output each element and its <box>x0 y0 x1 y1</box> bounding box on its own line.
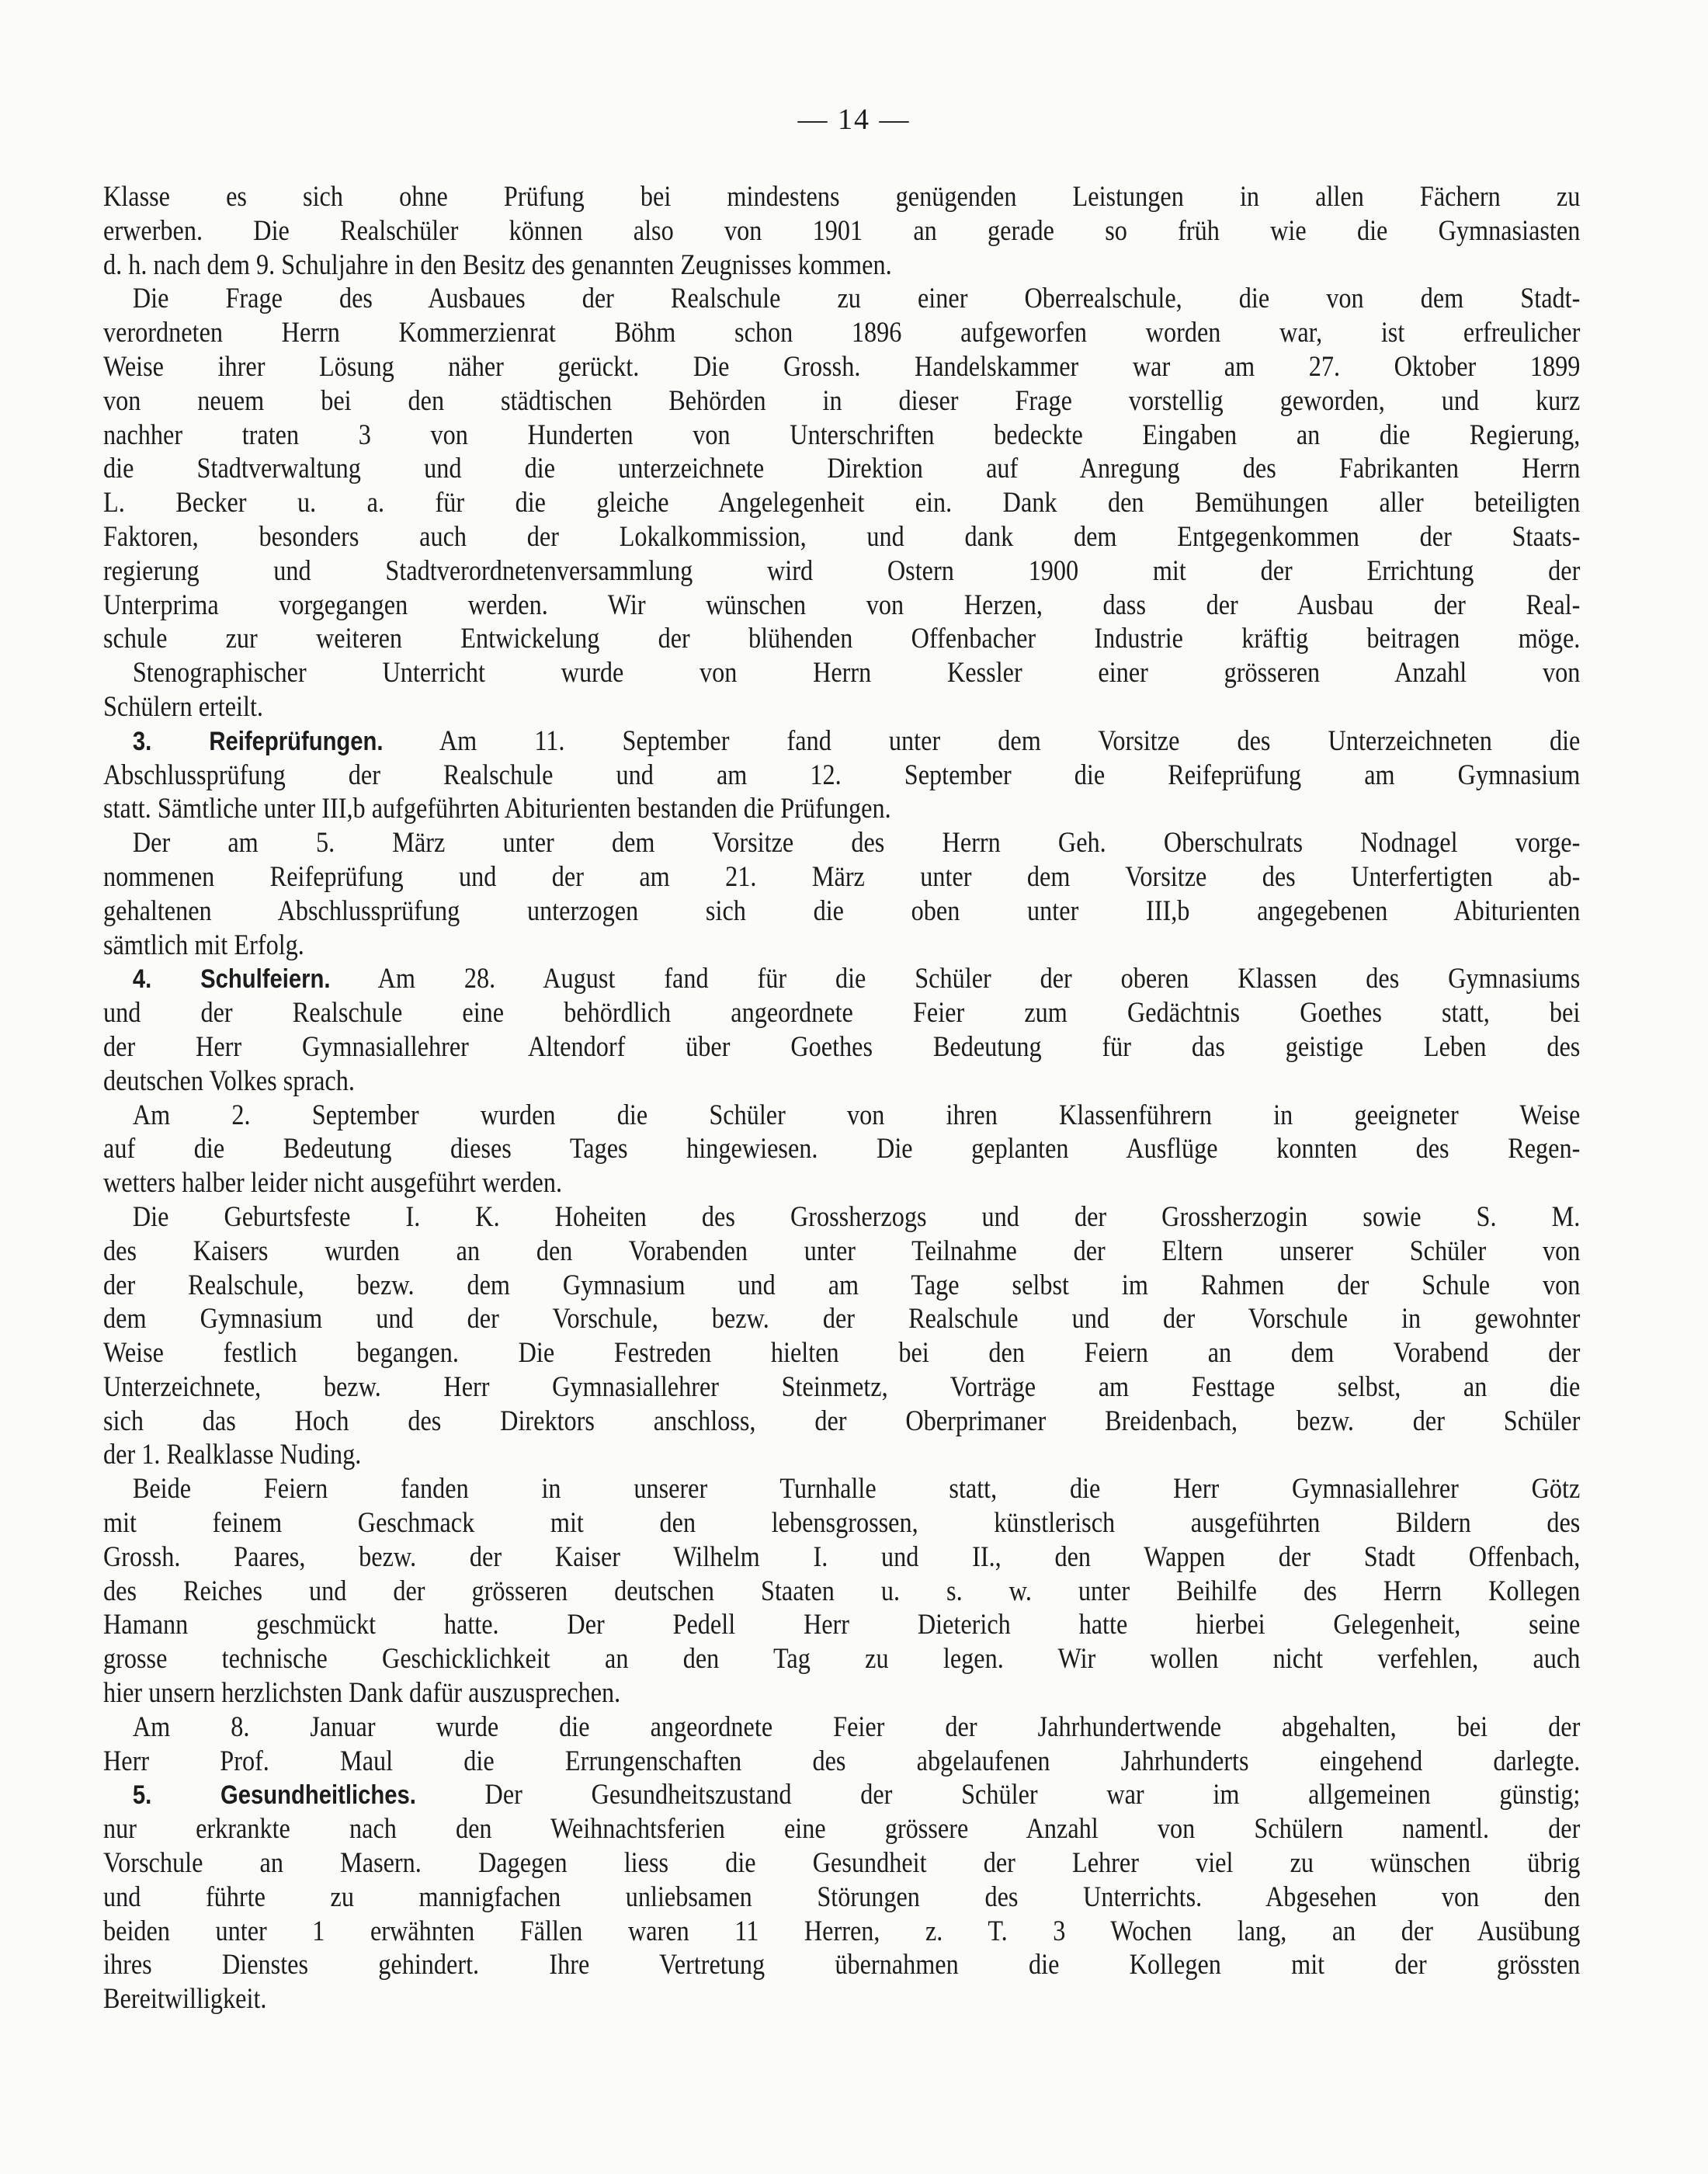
line-text: Der am 5. März unter dem Vorsitze des Herrn Geh. Oberschulrats Nodnagel vorge- <box>132 827 1581 860</box>
line-text: ihres Dienstes gehindert. Ihre Vertretung übernahmen die Kollegen mit der grössten <box>103 1949 1581 1981</box>
line-text: des Reiches und der grösseren deutschen Staaten u. s. w. unter Beihilfe des Herrn Kollegen <box>103 1575 1581 1607</box>
text-line <box>103 826 1580 860</box>
text-line <box>103 554 1580 589</box>
text-line <box>103 1676 1580 1710</box>
text-line <box>103 316 1580 350</box>
text-line <box>103 1608 1580 1642</box>
line-text: Am 2. September wurden die Schüler von ihren Klassenführern in geeigneter Weise <box>132 1099 1581 1131</box>
section-heading: 3. Reifeprüfungen. <box>132 726 384 756</box>
text-line <box>103 792 1580 826</box>
line-text: Schülern erteilt. <box>103 690 263 723</box>
line-text: Hamann geschmückt hatte. Der Pedell Herr Dieterich hatte hierbei Gelegenheit, seine <box>103 1609 1581 1641</box>
text-line <box>103 384 1580 418</box>
line-text: der Realschule, bezw. dem Gymnasium und am Tage selbst im Rahmen der Schule von <box>103 1269 1581 1301</box>
text-line <box>103 1948 1580 1982</box>
text-line <box>103 690 1580 724</box>
text-line <box>103 1132 1580 1166</box>
line-text: Faktoren, besonders auch der Lokalkommission, und dank dem Entgegenkommen der Staats- <box>103 520 1581 553</box>
text-line <box>103 1200 1580 1235</box>
text-line <box>103 1881 1580 1915</box>
line-text: L. Becker u. a. für die gleiche Angelegenheit ein. Dank den Bemühungen aller beteiligten <box>103 487 1581 519</box>
line-text: statt. Sämtliche unter III,b aufgeführten Abiturienten bestanden die Prüfungen. <box>103 793 891 825</box>
line-text: Weise festlich begangen. Die Festreden hielten bei den Feiern an dem Vorabend der <box>103 1337 1581 1370</box>
line-text: Am 8. Januar wurde die angeordnete Feier der Jahrhundertwende abgehalten, bei der <box>132 1710 1581 1743</box>
text-line <box>103 1370 1580 1405</box>
line-text: Weise ihrer Lösung näher gerückt. Die Grossh. Handelskammer war am 27. Oktober 1899 <box>103 350 1581 383</box>
line-text: Die Geburtsfeste I. K. Hoheiten des Grossherzogs und der Grossherzogin sowie S. M. <box>132 1200 1581 1233</box>
section-heading-line <box>103 724 1580 759</box>
line-text: Beide Feiern fanden in unserer Turnhalle statt, die Herr Gymnasiallehrer Götz <box>132 1473 1581 1505</box>
text-line <box>103 1064 1580 1099</box>
text-line <box>103 1812 1580 1846</box>
text-line <box>103 1540 1580 1575</box>
line-text: beiden unter 1 erwähnten Fällen waren 11 Herren, z. T. 3 Wochen lang, an der Ausübung <box>103 1915 1581 1947</box>
text-line <box>103 180 1580 214</box>
text-line <box>103 452 1580 486</box>
line-text: Klasse es sich ohne Prüfung bei mindestens genügenden Leistungen in allen Fächern zu <box>103 181 1581 213</box>
text-line <box>103 860 1580 894</box>
line-text: dem Gymnasium und der Vorschule, bezw. der Realschule und der Vorschule in gewohnter <box>103 1303 1581 1335</box>
section-heading: 4. Schulfeiern. <box>132 964 331 995</box>
line-text: Bereitwilligkeit. <box>103 1983 267 2016</box>
line-text: Abschlussprüfung der Realschule und am 12. September die Reifeprüfung am Gymnasium <box>103 759 1581 791</box>
line-text: sich das Hoch des Direktors anschloss, der Oberprimaner Breidenbach, bezw. der Schüler <box>103 1405 1581 1437</box>
line-text: Grossh. Paares, bezw. der Kaiser Wilhelm I. und II., den Wappen der Stadt Offenbach, <box>103 1540 1581 1573</box>
text-line <box>103 214 1580 248</box>
line-text: d. h. nach dem 9. Schuljahre in den Besitz des genannten Zeugnisses kommen. <box>103 248 892 281</box>
text-line <box>103 622 1580 656</box>
line-text: der 1. Realklasse Nuding. <box>103 1439 362 1471</box>
line-text: von neuem bei den städtischen Behörden in dieser Frage vorstellig geworden, und kurz <box>103 384 1581 417</box>
line-text: Unterprima vorgegangen werden. Wir wünschen von Herzen, dass der Ausbau der Real- <box>103 589 1581 621</box>
line-text: des Kaisers wurden an den Vorabenden unter Teilnahme der Eltern unserer Schüler von <box>103 1235 1581 1267</box>
line-text: Vorschule an Masern. Dagegen liess die Gesundheit der Lehrer viel zu wünschen übrig <box>103 1847 1581 1880</box>
line-text: Am 11. September fand unter dem Vorsitze des Unterzeichneten die <box>383 724 1581 757</box>
text-line <box>103 520 1580 554</box>
text-line <box>103 1575 1580 1609</box>
line-text: grosse technische Geschicklichkeit an den Tag zu legen. Wir wollen nicht verfehlen, auch <box>103 1643 1581 1676</box>
text-line <box>103 589 1580 623</box>
line-text: mit feinem Geschmack mit den lebensgrossen, künstlerisch ausgeführten Bildern des <box>103 1507 1581 1540</box>
text-line <box>103 929 1580 963</box>
text-line <box>103 486 1580 520</box>
text-line <box>103 1846 1580 1881</box>
text-line <box>103 418 1580 453</box>
text-line <box>103 1030 1580 1064</box>
text-line <box>103 1506 1580 1540</box>
line-text: Unterzeichnete, bezw. Herr Gymnasiallehrer Steinmetz, Vorträge am Festtage selbst, an die <box>103 1370 1581 1403</box>
text-line <box>103 1235 1580 1269</box>
text-line <box>103 759 1580 793</box>
line-text: der Herr Gymnasiallehrer Altendorf über Goethes Bedeutung für das geistige Leben des <box>103 1030 1581 1063</box>
line-text: auf die Bedeutung dieses Tages hingewiesen. Die geplanten Ausflüge konnten des Regen- <box>103 1133 1581 1165</box>
line-text: gehaltenen Abschlussprüfung unterzogen sich die oben unter III,b angegebenen Abiturienten <box>103 894 1581 927</box>
text-line <box>103 1438 1580 1472</box>
line-text: wetters halber leider nicht ausgeführt werden. <box>103 1167 563 1200</box>
line-text: nur erkrankte nach den Weihnachtsferien eine grössere Anzahl von Schülern namentl. der <box>103 1813 1581 1846</box>
page-number: — 14 — <box>797 103 911 136</box>
line-text: Am 28. August fand für die Schüler der oberen Klassen des Gymnasiums <box>330 963 1581 995</box>
text-line <box>103 1710 1580 1745</box>
text-line <box>103 996 1580 1030</box>
text-line <box>103 1336 1580 1370</box>
section-heading-line <box>103 1778 1580 1812</box>
text-line <box>103 1269 1580 1303</box>
line-text: sämtlich mit Erfolg. <box>103 929 304 961</box>
text-line <box>103 248 1580 283</box>
line-text: nachher traten 3 von Hunderten von Unterschriften bedeckte Eingaben an die Regierung, <box>103 418 1581 451</box>
body-text <box>103 180 1580 2016</box>
line-text: schule zur weiteren Entwickelung der blühenden Offenbacher Industrie kräftig beitragen möge. <box>103 623 1581 655</box>
text-line <box>103 1982 1580 2016</box>
text-line <box>103 1745 1580 1779</box>
line-text: Die Frage des Ausbaues der Realschule zu einer Oberrealschule, die von dem Stadt- <box>132 283 1581 315</box>
text-line <box>103 1099 1580 1133</box>
text-line <box>103 894 1580 929</box>
line-text: verordneten Herrn Kommerzienrat Böhm schon 1896 aufgeworfen worden war, ist erfreulicher <box>103 317 1581 349</box>
line-text: Herr Prof. Maul die Errungenschaften des abgelaufenen Jahrhunderts eingehend darlegte. <box>103 1745 1581 1777</box>
text-line <box>103 1642 1580 1676</box>
text-line <box>103 282 1580 316</box>
line-text: und der Realschule eine behördlich angeordnete Feier zum Gedächtnis Goethes statt, bei <box>103 997 1581 1030</box>
line-text: und führte zu mannigfachen unliebsamen Störungen des Unterrichts. Abgesehen von den <box>103 1881 1581 1913</box>
text-line <box>103 1405 1580 1439</box>
text-line <box>103 1302 1580 1336</box>
section-heading: 5. Gesundheitliches. <box>132 1780 416 1811</box>
line-text: deutschen Volkes sprach. <box>103 1064 355 1097</box>
line-text: die Stadtverwaltung und die unterzeichnete Direktion auf Anregung des Fabrikanten Herrn <box>103 453 1581 485</box>
line-text: erwerben. Die Realschüler können also von 1901 an gerade so früh wie die Gymnasiasten <box>103 214 1581 247</box>
line-text: Stenographischer Unterricht wurde von Herrn Kessler einer grösseren Anzahl von <box>132 657 1581 689</box>
text-line <box>103 1915 1580 1949</box>
line-text: regierung und Stadtverordnetenversammlung wird Ostern 1900 mit der Errichtung der <box>103 554 1581 587</box>
text-line <box>103 1472 1580 1506</box>
text-line <box>103 350 1580 384</box>
line-text: Der Gesundheitszustand der Schüler war im allgemeinen günstig; <box>415 1779 1581 1811</box>
line-text: nommenen Reifeprüfung und der am 21. März unter dem Vorsitze des Unterfertigten ab- <box>103 860 1581 893</box>
section-heading-line <box>103 962 1580 996</box>
text-line <box>103 1166 1580 1200</box>
text-line <box>103 656 1580 690</box>
line-text: hier unsern herzlichsten Dank dafür auszusprechen. <box>103 1677 621 1710</box>
